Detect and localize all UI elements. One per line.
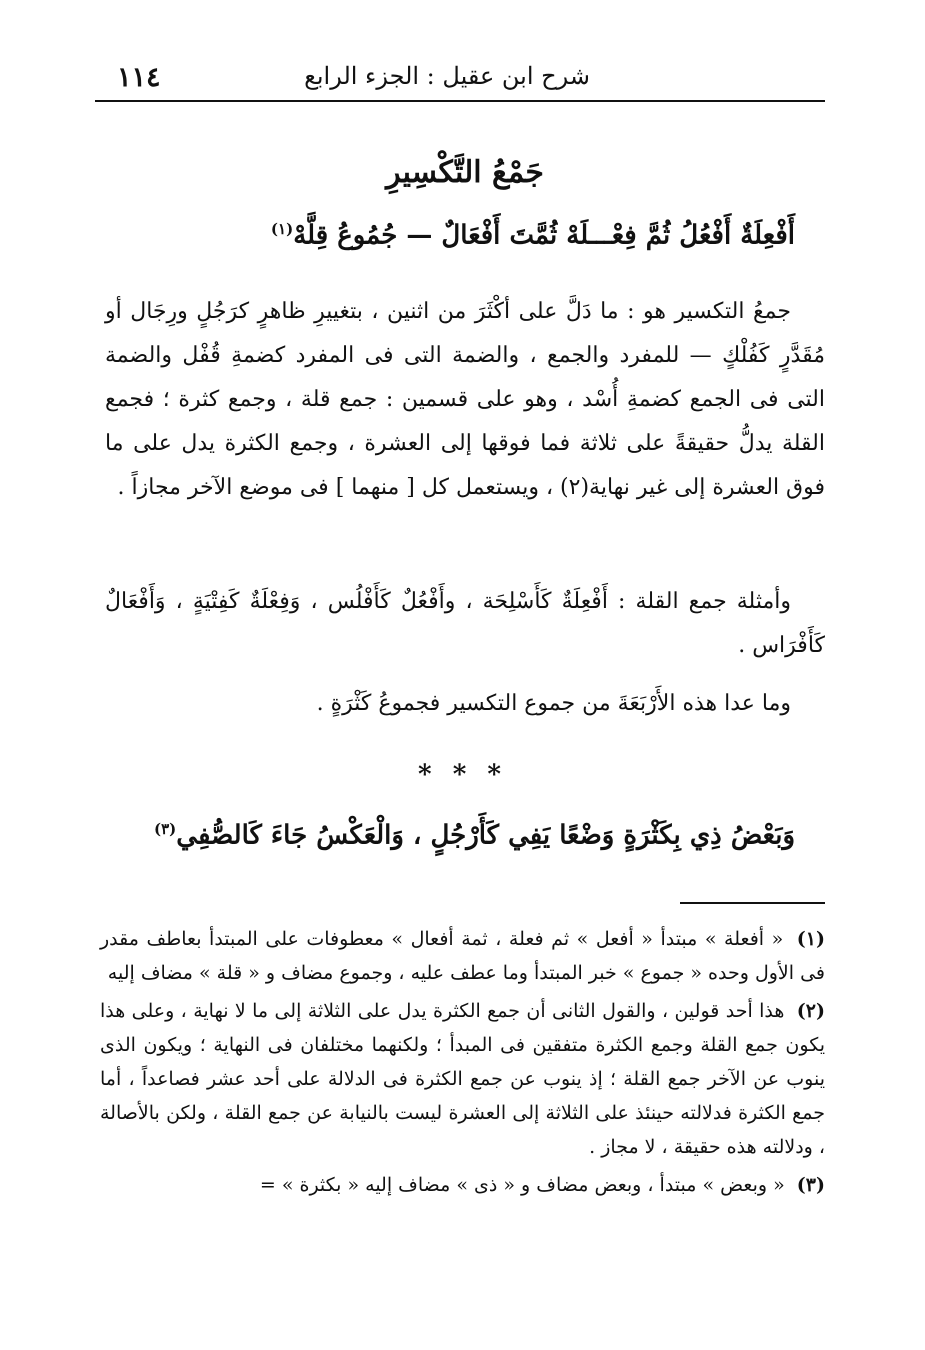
footnote-number: (٢) — [796, 1000, 825, 1022]
paragraph-text: وما عدا هذه الأَرْبَعَةَ من جموع التكسير فجموعُ كَثْرَةٍ . — [316, 691, 791, 716]
footnote-marker: (٣) — [154, 820, 177, 838]
header-rule — [95, 100, 825, 102]
verse-text: أَفْعِلَةٌ أَفْعُلُ ثُمَّ فِعْـــلَهْ ثُمَّتَ أَفْعَالٌ — جُمُوعُ قِلَّهْ — [293, 220, 795, 251]
verse-line — [105, 820, 795, 851]
page-header — [95, 50, 825, 102]
footnote-text: هذا أحد قولين ، والقول الثانى أن جمع الكثرة يدل على الثلاثة إلى ما لا نهاية ، وعلى هذا يكون جمع القلة وجمع الكثرة متفقين فى المبدأ ؛ ولكنهما مختلفان فى النهاية ؛ ويكون الذى ينوب عن الآخر جمع القلة ؛ إذ ينوب عن جمع الكثرة فى الدلالة على أحد عشر فصاعداً ، أما جمع الكثرة فدلالته حينئذ على الثلاثة إلى العشرة ليست بالنيابة عن جمع القلة ، ولكن بالأصالة ، ودلالته هذه حقيقة ، لا مجاز . — [100, 1000, 825, 1158]
running-head: شرح ابن عقيل : الجزء الرابع — [304, 62, 590, 90]
footnote-text: « وبعض » مبتدأ ، وبعض مضاف و « ذى » مضاف إليه « بكثرة » = — [259, 1174, 785, 1196]
paragraph-text: وأمثلة جمع القلة : أَفْعِلَةٌ كَأَسْلِحَة ، وأَفْعُلٌ كَأَفْلُس ، وَفِعْلَةٌ كَفِتْيَةٍ ، وَأَفْعَالٌ كَأَفْرَاس . — [105, 589, 825, 658]
paragraph — [105, 290, 825, 510]
verse-line — [105, 220, 795, 251]
footnote — [100, 994, 825, 1164]
section-separator: * * * — [418, 760, 507, 790]
footnotes — [100, 922, 825, 1206]
footnote-rule — [680, 902, 825, 904]
page-number: ١١٤ — [117, 62, 161, 93]
paragraph-text: جمعُ التكسير هو : ما دَلَّ على أكْثَرَ من اثنين ، بتغييرِ ظاهرٍ كرَجُلٍ ورِجَال أو مُقَدَّرٍ كَفُلْكٍ — للمفرد والجمع ، والضمة التى فى المفرد كضمةِ قُفْل والضمة التى فى الجمع كضمةِ أُسْد ، وهو على قسمين : جمع قلة ، وجمع كثرة ؛ فجمع القلة يدلُّ حقيقةً على ثلاثة فما فوقها إلى العشرة ، وجمع الكثرة يدل على ما فوق العشرة إلى غير نهاية(٢) ، ويستعمل كل [ منهما ] فى موضع الآخر مجازاً . — [105, 299, 825, 500]
chapter-title: جَمْعُ التَّكْسِيرِ — [386, 155, 544, 190]
footnote — [100, 922, 825, 990]
footnote-number: (٣) — [796, 1174, 825, 1196]
footnote — [100, 1168, 825, 1202]
verse-text: وَبَعْضُ ذِي بِكَثْرَةٍ وَضْعًا يَفِي كَأَرْجُلٍ ، وَالْعَكْسُ جَاءَ كَالصُّفِي — [176, 820, 795, 851]
footnote-text: « أفعلة » مبتدأ « أفعل » ثم فعلة ، ثمة أفعال » معطوفات على المبتدأ بعاطف مقدر فى الأول وحده « جموع » خبر المبتدأ وما عطف عليه ، وجموع مضاف و « قلة » مضاف إليه — [100, 928, 825, 984]
footnote-number: (١) — [796, 928, 825, 950]
paragraph — [105, 580, 825, 668]
paragraph — [105, 682, 825, 726]
footnote-marker: (١) — [270, 220, 294, 238]
